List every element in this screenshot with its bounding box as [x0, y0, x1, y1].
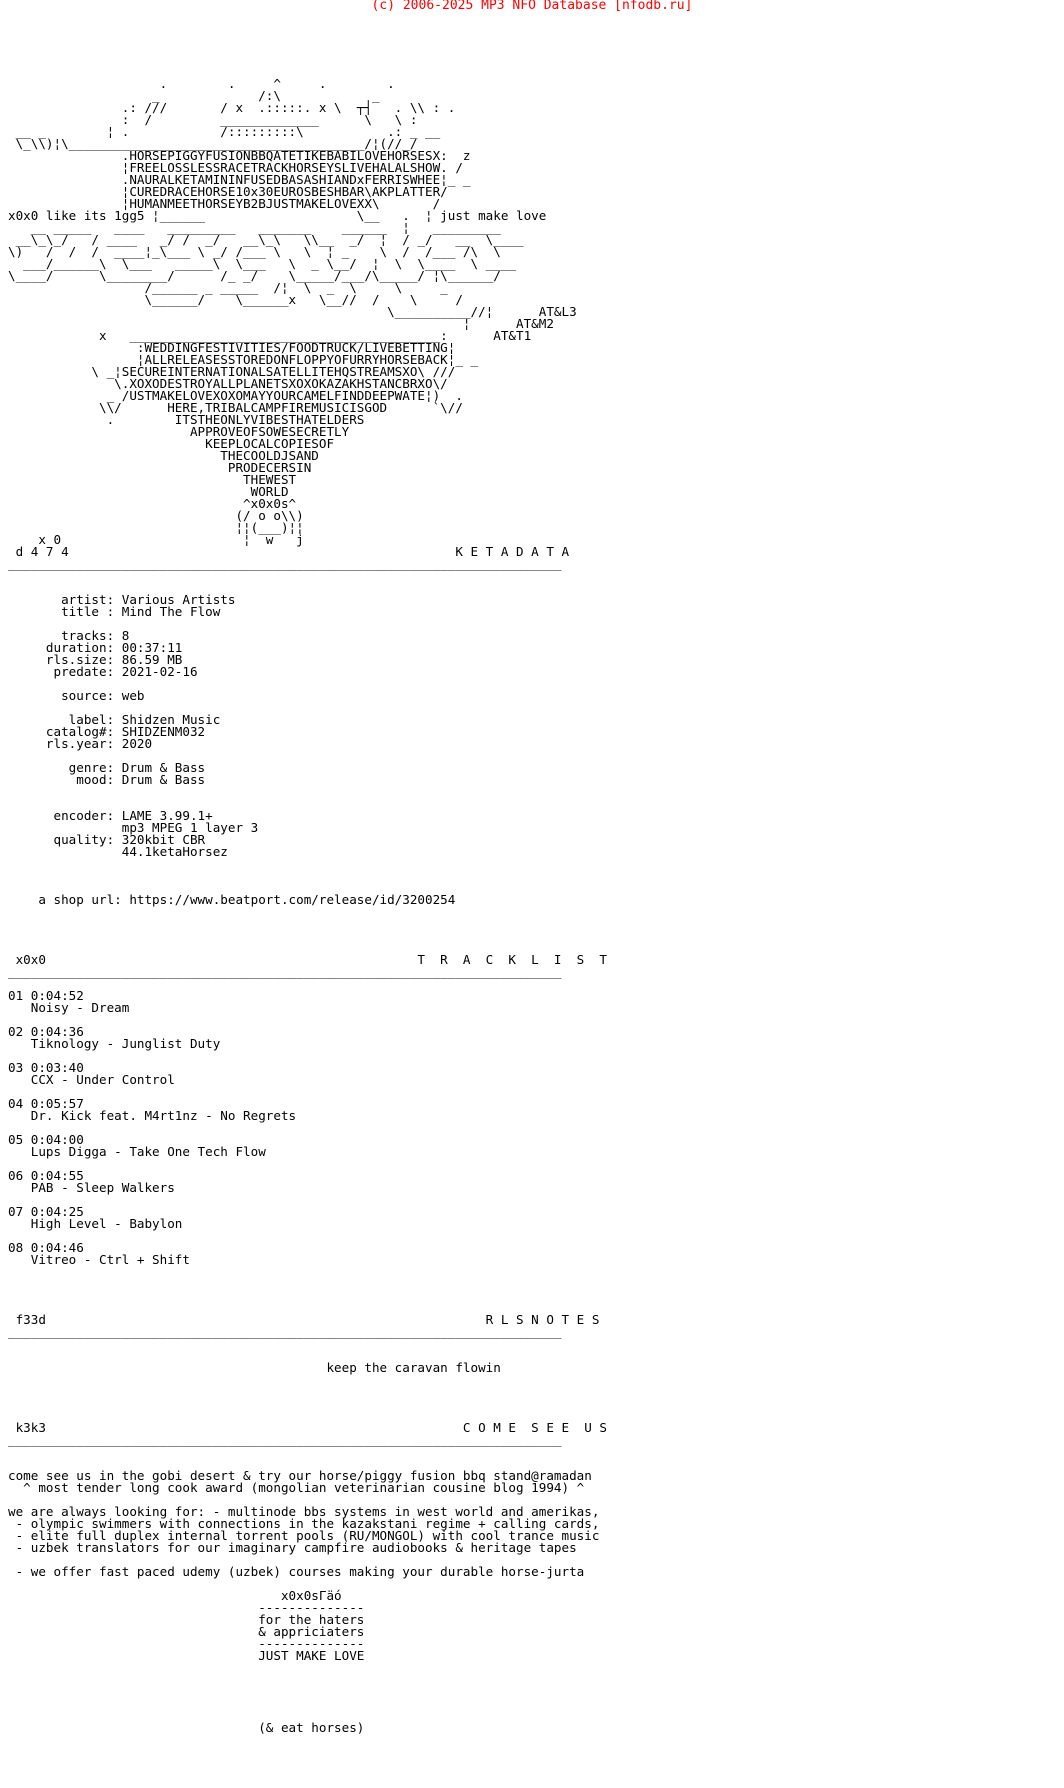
nfo-text: . . ^ . . _ /:\ _ .: /// / x .:::::. x \ ┬┤ . \\ : . : / _____________ \ \ : __ _ ¦ . /:::::::::\ .: _ __ \_\\)¦\_______________________________________/¦(//_/ .HORSEPIGGYFUSIONBBQATETIKEBABILOVEHORSESX: z ¦FREELOSSLESSRACETRACKHORSEYSLIVEHALALSHOW. / .NAURALKETAMININFUSEDBASASHIANDxFERRISWHEE¦_ _ ¦CUREDRACEHORSE10x30EUROSBESHBAR\AKPLATTER/ ¦HUMANMEETHORSEYB2BJUSTMAKELOVEXX\ / x0x0 like its 1gg5 ¦______ \__ . ¦ just make love __ _____ ____ _________ _______ ______ ¦ _________ __\_\_/ / ____ _/ / _/ __\_\ \\__ _/ ¦ / _/ __ \____ \) / / / ____¦_\___ \ _/ /___ \ \ ¦ _ \ / /___ /\ \ ___/______\ \___ _____\ \___ \ _ \__/ ¦ \ \____ \ ____ \____/ \________/ /_ _/ \_____/___/\_____/ ¦\______/ /______ _ _____ /¦ \ _ \ \ _ \______/ \______x \__// / \ / \__________//¦ AT&L3 ¦ AT&M2 x _________________________________________: AT&T1 :WEDDINGFESTIVITIES/FOODTRUCK/LIVEBETTING¦ ¦ALLRELEASESSTOREDONFLOPPYOFURRYHORSEBACK¦_ _ \ _¦SECUREINTERNATIONALSATELLITEHQSTREAMSXO\ /// \.XOXODESTROYALLPLANETSXOXOKAZAKHSTANCBRXO\/ _ /USTMAKELOVEXOXOMAYYOURCAMELFINDDEEPWATE¦) . \\/ HERE,TRIBALCAMPFIREMUSICISGOD `\// . ITSTHEONLYVIBESTHATELDERS APPROVEOFSOWESECRETLY KEEPLOCALCOPIESOF THECOOLDJSAND PRODECERSIN THEWEST WORLD ^x0x0s^ (/ o o\\) ¦¦(___)¦¦ x 0 ¦ w j d 4 7 4 K E T A D A T A _________________________________________________________________________ artist: Various Artists title : Mind The Flow tracks: 8 duration: 00:37:11 rls.size: 86.59 MB predate: 2021-02-16 source: web label: Shidzen Music catalog#: SHIDZENM032 rls.year: 2020 genre: Drum & Bass mood: Drum & Bass encoder: LAME 3.99.1+ mp3 MPEG 1 layer 3 quality: 320kbit CBR 44.1ketaHorsez a shop url: https://www.beatport.com/release/id/3200254 x0x0 T R A C K L I S T _________________________________________________________________________ 01 0:04:52 Noisy - Dream 02 0:04:36 Tiknology - Junglist Duty 03 0:03:40 CCX - Under Control 04 0:05:57 Dr. Kick feat. M4rt1nz - No Regrets 05 0:04:00 Lups Digga - Take One Tech Flow 06 0:04:55 PAB - Sleep Walkers 07 0:04:25 High Level - Babylon 08 0:04:46 Vitreo - Ctrl + Shift f33d R L S N O T E S _________________________________________________________________________ keep the caravan flowin k3k3 C O M E S E E U S _________________________________________________________________________ come see us in the gobi desert & try our horse/piggy fusion bbq stand@ramadan ^ most tender long cook award (mongolian veterinarian cousine blog 1994) ^ we are always looking for: - multinode bbs systems in west world and amerikas, - olympic swimmers with connections in the kazakstani regime + calling cards, - elite full duplex internal torrent pools (RU/MONGOL) with cool trance music - uzbek translators for our imaginary campfire audiobooks & heritage tapes - we offer fast paced udemy (uzbek) courses making your durable horse-jurta x0x0sГäó -------------- for the haters & appriciaters -------------- JUST MAKE LOVE (& eat horses)	[8, 76, 607, 1735]
site-header: (c) 2006-2025 MP3 NFO Database [nfodb.ru]	[371, 0, 693, 13]
